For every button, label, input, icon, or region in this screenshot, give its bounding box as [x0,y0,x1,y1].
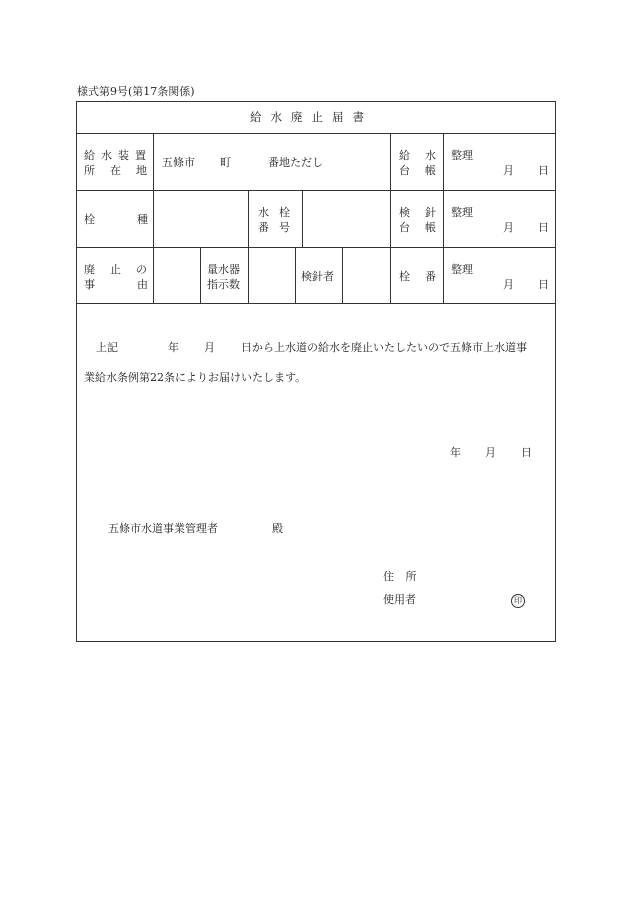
meter-ledger-label-2: 台帳 [399,221,451,234]
abolition-reason-label-2: 事由 [84,278,190,291]
seiri-label: 整理 [451,149,473,162]
seal-mark: 印 [511,594,525,608]
month-label: 月 [503,221,514,234]
body-month: 月 [204,341,215,354]
hydrant-no-label: 栓番 [399,270,451,283]
body-joki: 上記 [96,341,118,354]
day-label: 日 [538,164,549,177]
address-label: 住 所 [383,570,421,583]
abolition-reason-label-1: 廃止の [84,263,162,276]
divider [342,247,343,303]
divider [76,190,556,191]
date-month: 月 [485,446,496,459]
hydrant-type-label: 栓種 [84,213,190,226]
divider [76,303,556,304]
divider [200,247,201,303]
address-town: 町 [220,156,231,169]
date-year: 年 [450,446,461,459]
hydrant-number-label-1: 水栓 [258,206,300,219]
supply-location-label-1: 給水装置 [84,149,152,162]
seiri-label: 整理 [451,263,473,276]
divider [76,133,556,134]
meter-reading-label-2: 指示数 [207,278,240,291]
divider [248,190,249,303]
form-title: 給水廃止届書 [250,110,373,124]
divider [390,133,391,303]
seiri-label: 整理 [451,206,473,219]
user-label: 使用者 [383,593,416,606]
date-day: 日 [521,446,532,459]
body-year: 年 [168,341,179,354]
meter-reading-label-1: 量水器 [207,263,240,276]
address-suffix: 番地ただし [268,156,323,169]
month-label: 月 [503,164,514,177]
meter-ledger-label-1: 検針 [399,206,451,219]
honorific: 殿 [272,522,283,535]
address-city: 五條市 [162,156,195,169]
form-number: 様式第9号(第17条関係) [77,85,195,98]
body-text-line1: 日から上水道の給水を廃止いたしたいので五條市上水道事 [241,341,527,354]
body-text-line2: 業給水条例第22条によりお届けいたします。 [84,371,307,384]
supply-ledger-label-1: 給水 [399,149,451,162]
meter-reader-label: 検針者 [301,270,334,283]
addressee: 五條市水道事業管理者 [108,522,218,535]
hydrant-number-label-2: 番号 [258,221,300,234]
day-label: 日 [538,221,549,234]
day-label: 日 [538,278,549,291]
month-label: 月 [503,278,514,291]
divider [76,247,556,248]
supply-location-label-2: 所在地 [84,164,162,177]
divider [302,190,303,247]
supply-ledger-label-2: 台帳 [399,164,451,177]
divider [295,247,296,303]
